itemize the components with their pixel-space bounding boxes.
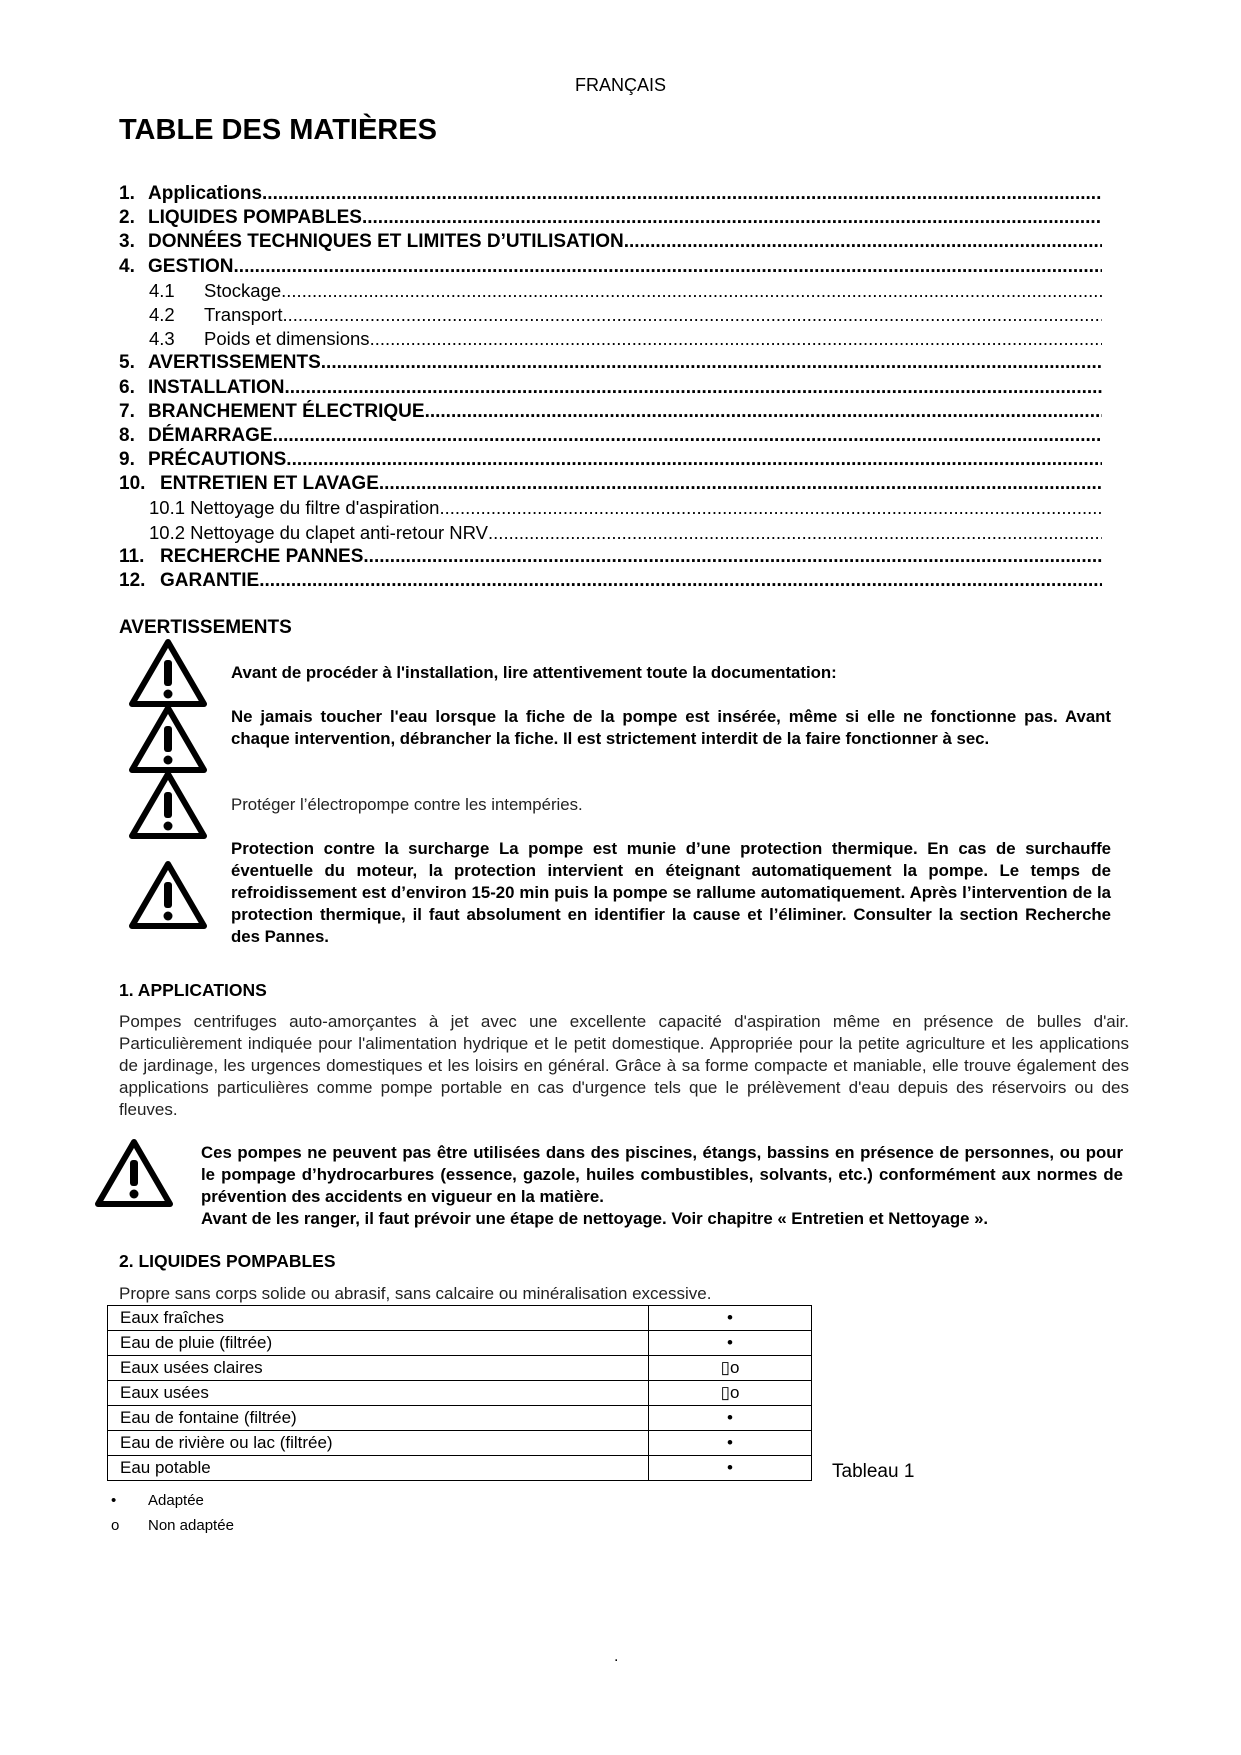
- dot-leader: [282, 303, 1102, 327]
- toc-entry[interactable]: [119, 206, 1102, 230]
- toc-number: 9.: [119, 449, 135, 471]
- suitability-mark: ▯o: [649, 1381, 812, 1406]
- toc-entry[interactable]: [119, 182, 1102, 206]
- dot-leader: [425, 400, 1102, 424]
- toc-label: Applications: [148, 183, 263, 204]
- liquid-name: Eaux usées claires: [108, 1356, 649, 1381]
- dot-leader: [321, 351, 1102, 375]
- toc-entry[interactable]: [119, 472, 1102, 496]
- toc-label: Transport: [204, 303, 283, 325]
- warning-text: Protection contre la surcharge La pompe est munie d’une protection thermique. En cas de surchauffe éventuelle du moteur, la protection intervient en éteignant automatiquement la pompe. Le temps de refroidissement est d’environ 15-20 min puis la pompe se rallume automatiquement. Après l’intervention de la protection thermique, il faut absolument en identifier la cause et l’éliminer. Consulter la section Recherche des Pannes.: [231, 839, 1111, 946]
- dot-leader: [624, 230, 1102, 254]
- language-header: FRANÇAIS: [574, 75, 666, 95]
- liquid-name: Eaux usées: [108, 1381, 649, 1406]
- dot-leader: [488, 521, 1102, 545]
- table-row: [108, 1431, 812, 1456]
- toc-entry[interactable]: [119, 279, 1102, 303]
- legend-label: Adaptée: [148, 1492, 204, 1509]
- toc-number: 6.: [119, 376, 135, 398]
- toc-entry[interactable]: [119, 448, 1102, 472]
- table-row: [108, 1356, 812, 1381]
- suitability-mark: •: [649, 1456, 812, 1481]
- toc-number: 3.: [119, 231, 135, 253]
- toc-entry[interactable]: [119, 496, 1102, 520]
- toc-number: 12.: [119, 570, 146, 591]
- table-row: [108, 1331, 812, 1356]
- dot-leader: [281, 279, 1102, 303]
- warning-text: Avant de procéder à l'installation, lire attentivement toute la documentation:: [231, 663, 837, 682]
- toc-label: DONNÉES TECHNIQUES ET LIMITES D’UTILISATION: [148, 231, 624, 253]
- toc-entry[interactable]: [119, 351, 1102, 375]
- legend-symbol: •: [111, 1492, 117, 1509]
- legend-label: Non adaptée: [148, 1517, 234, 1534]
- suitability-mark: •: [649, 1306, 812, 1331]
- toc-number: 4.2: [149, 303, 175, 325]
- toc-entry[interactable]: [119, 521, 1102, 545]
- liquid-name: Eau de rivière ou lac (filtrée): [108, 1431, 649, 1456]
- toc-entry[interactable]: [119, 545, 1102, 569]
- toc-number: 2.: [119, 207, 135, 229]
- table-row: [108, 1306, 812, 1331]
- toc-label: GARANTIE: [160, 570, 260, 591]
- suitability-mark: •: [649, 1431, 812, 1456]
- dot-leader: [362, 206, 1102, 230]
- legend-symbol: o: [111, 1517, 120, 1534]
- toc-entry[interactable]: [119, 569, 1102, 593]
- toc-label: LIQUIDES POMPABLES: [148, 207, 362, 229]
- toc-number: 10.: [119, 473, 146, 495]
- page-title: TABLE DES MATIÈRES: [119, 114, 437, 146]
- liquid-name: Eau de pluie (filtrée): [108, 1331, 649, 1356]
- dot-leader: [363, 545, 1102, 569]
- applications-paragraph: Pompes centrifuges auto-amorçantes à jet avec une excellente capacité d'aspiration même en présence de bulles d'air. Particulièrement indiquée pour l'alimentation hydrique et le petit domestique. Appropriée pour la petite agriculture et les applications de jardinage, les urgences domestiques et les loisirs en général. Grâce à sa forme compacte et maniable, elle trouve également des applications particulières comme pompe portable en cas d'urgence tels que le prélèvement d'eau depuis des réservoirs ou des fleuves.: [119, 1012, 1129, 1119]
- toc-label: Stockage: [204, 279, 282, 301]
- warning-text: Avant de les ranger, il faut prévoir une étape de nettoyage. Voir chapitre « Entretien et Nettoyage ».: [201, 1209, 989, 1228]
- toc-label: GESTION: [148, 255, 234, 277]
- warning-text: Ne jamais toucher l'eau lorsque la fiche de la pompe est insérée, même si elle ne fonctionne pas. Avant chaque intervention, débrancher la fiche. Il est strictement interdit de la faire fonctionner à sec.: [231, 707, 1111, 748]
- liquids-table: [107, 1305, 812, 1481]
- toc-label: INSTALLATION: [148, 376, 285, 398]
- toc-entry[interactable]: [119, 424, 1102, 448]
- toc-number: 5.: [119, 352, 135, 374]
- dot-leader: [262, 182, 1102, 206]
- table-row: [108, 1406, 812, 1431]
- toc-label: AVERTISSEMENTS: [148, 352, 321, 374]
- toc-number: 1.: [119, 183, 135, 204]
- toc-entry[interactable]: [119, 230, 1102, 254]
- dot-leader: [379, 472, 1102, 496]
- toc-number: 4.3: [149, 328, 175, 350]
- warning-triangle-icon: [128, 770, 208, 840]
- liquids-intro: Propre sans corps solide ou abrasif, sans calcaire ou minéralisation excessive.: [119, 1284, 712, 1303]
- toc-label: ENTRETIEN ET LAVAGE: [160, 473, 379, 495]
- table-row: [108, 1381, 812, 1406]
- toc-number: 11.: [119, 545, 145, 567]
- toc-entry[interactable]: [119, 303, 1102, 327]
- table-of-contents: [119, 182, 1102, 593]
- warnings-heading: AVERTISSEMENTS: [119, 617, 292, 638]
- warning-triangle-icon: [128, 638, 208, 708]
- toc-entry[interactable]: [119, 400, 1102, 424]
- legend-item: [111, 1492, 204, 1509]
- section-heading-applications: 1. APPLICATIONS: [119, 980, 267, 1000]
- liquid-name: Eaux fraîches: [108, 1306, 649, 1331]
- toc-label: RECHERCHE PANNES: [160, 545, 364, 567]
- warning-text: Ces pompes ne peuvent pas être utilisées dans des piscines, étangs, bassins en présence de personnes, ou pour le pompage d’hydrocarbures (essence, gazole, huiles combustibles, solvants, etc.) conformément aux normes de prévention des accidents en vigueur en la matière.: [201, 1143, 1123, 1206]
- warning-triangle-icon: [128, 704, 208, 774]
- toc-entry[interactable]: [119, 376, 1102, 400]
- toc-number: 4.1: [149, 279, 175, 301]
- dot-leader: [439, 496, 1102, 520]
- suitability-mark: ▯o: [649, 1356, 812, 1381]
- suitability-mark: •: [649, 1331, 812, 1356]
- toc-number: 7.: [119, 400, 135, 422]
- dot-leader: [259, 569, 1102, 593]
- toc-entry[interactable]: [119, 327, 1102, 351]
- warning-triangle-icon: [128, 860, 208, 930]
- warning-triangle-icon: [94, 1138, 174, 1208]
- toc-number: 8.: [119, 424, 135, 446]
- dot-leader: [273, 424, 1102, 448]
- toc-number: 4.: [119, 255, 135, 277]
- table-row: [108, 1456, 812, 1481]
- dot-leader: [370, 327, 1102, 351]
- page-marker: .: [614, 1648, 619, 1665]
- toc-label: 10.1 Nettoyage du filtre d'aspiration: [149, 497, 440, 519]
- toc-label: Poids et dimensions: [204, 328, 370, 350]
- toc-entry[interactable]: [119, 255, 1102, 279]
- liquid-name: Eau potable: [108, 1456, 649, 1481]
- toc-label: PRÉCAUTIONS: [148, 449, 287, 471]
- toc-label: DÉMARRAGE: [148, 424, 273, 446]
- section-heading-liquids: 2. LIQUIDES POMPABLES: [119, 1251, 336, 1271]
- liquid-name: Eau de fontaine (filtrée): [108, 1406, 649, 1431]
- toc-label: 10.2 Nettoyage du clapet anti-retour NRV: [149, 521, 489, 543]
- suitability-mark: •: [649, 1406, 812, 1431]
- dot-leader: [234, 255, 1102, 279]
- legend-item: [111, 1517, 234, 1534]
- warning-text: Protéger l’électropompe contre les intempéries.: [231, 795, 583, 814]
- dot-leader: [286, 448, 1102, 472]
- toc-label: BRANCHEMENT ÉLECTRIQUE: [148, 400, 425, 422]
- table-caption: Tableau 1: [832, 1461, 915, 1482]
- dot-leader: [285, 376, 1103, 400]
